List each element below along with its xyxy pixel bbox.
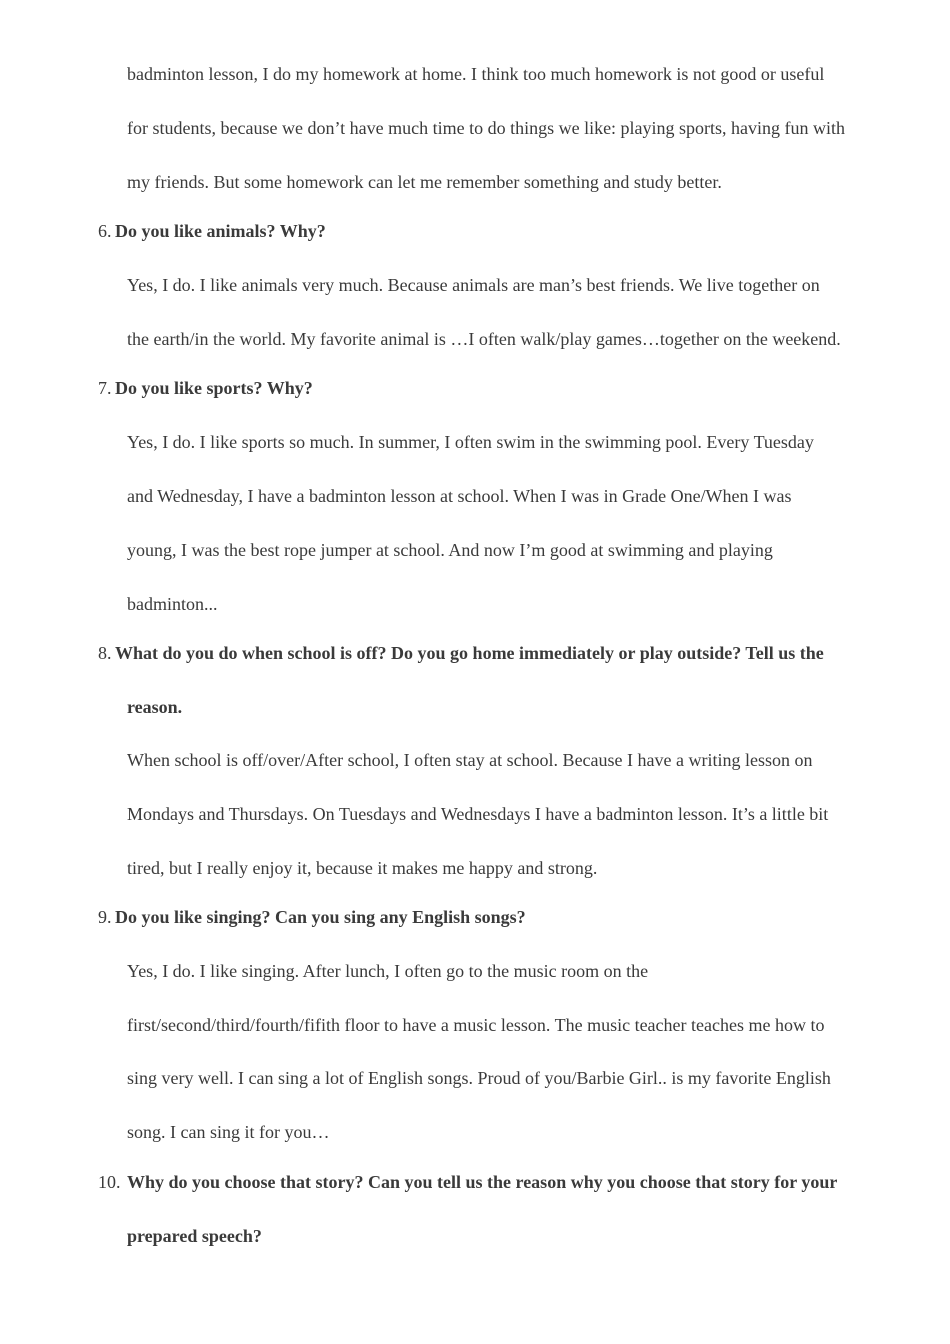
question-heading: Why do you choose that story? Can you tell us the reason why you choose that story for your (127, 1172, 838, 1192)
answer-line: badminton lesson, I do my homework at home. I think too much homework is not good or useful (127, 64, 825, 84)
question-number: 6. (98, 221, 112, 241)
answer-line: the earth/in the world. My favorite animal is …I often walk/play games…together on the weekend. (127, 329, 841, 349)
question-heading: What do you do when school is off? Do you go home immediately or play outside? Tell us the (115, 643, 824, 663)
question-number: 8. (98, 643, 112, 663)
question-number: 7. (98, 378, 112, 398)
answer-line: for students, because we don’t have much time to do things we like: playing sports, having fun with (127, 118, 846, 138)
question-heading-continued: reason. (127, 697, 183, 717)
answer-line: When school is off/over/After school, I often stay at school. Because I have a writing lesson on (127, 750, 813, 770)
answer-line: and Wednesday, I have a badminton lesson at school. When I was in Grade One/When I was (127, 486, 792, 506)
answer-line: Yes, I do. I like sports so much. In summer, I often swim in the swimming pool. Every Tuesday (127, 432, 814, 452)
question-number: 9. (98, 907, 112, 927)
answer-line: young, I was the best rope jumper at school. And now I’m good at swimming and playing (127, 540, 773, 560)
answer-line: my friends. But some homework can let me remember something and study better. (127, 172, 722, 192)
question-heading-continued: prepared speech? (127, 1226, 262, 1246)
answer-line: first/second/third/fourth/fifith floor to have a music lesson. The music teacher teaches me how to (127, 1015, 825, 1035)
answer-line: song. I can sing it for you… (127, 1122, 330, 1142)
answer-line: sing very well. I can sing a lot of English songs. Proud of you/Barbie Girl.. is my favorite English (127, 1068, 831, 1088)
question-heading: Do you like sports? Why? (115, 378, 313, 398)
answer-line: Yes, I do. I like singing. After lunch, I often go to the music room on the (127, 961, 649, 981)
question-heading: Do you like animals? Why? (115, 221, 326, 241)
answer-line: tired, but I really enjoy it, because it makes me happy and strong. (127, 858, 598, 878)
answer-line: badminton... (127, 594, 218, 614)
answer-line: Mondays and Thursdays. On Tuesdays and Wednesdays I have a badminton lesson. It’s a little bit (127, 804, 829, 824)
question-number: 10. (98, 1172, 121, 1192)
answer-line: Yes, I do. I like animals very much. Because animals are man’s best friends. We live together on (127, 275, 820, 295)
question-heading: Do you like singing? Can you sing any English songs? (115, 907, 526, 927)
